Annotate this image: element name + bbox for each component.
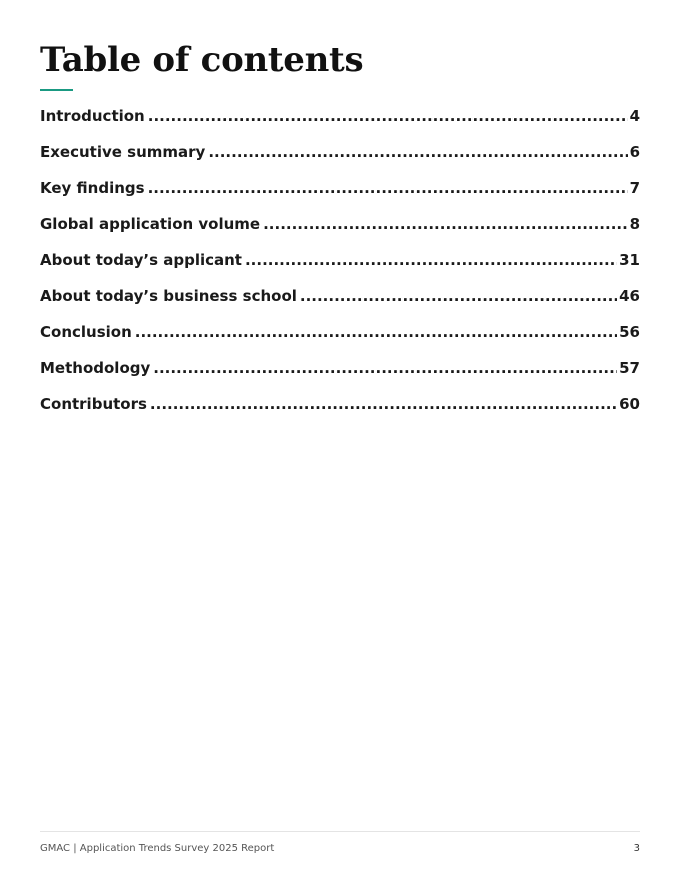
dot-leader [208, 142, 627, 162]
toc-entry-page: 31 [619, 251, 640, 269]
toc-entry-about-todays-applicant[interactable] [40, 250, 640, 286]
dot-leader [148, 178, 628, 198]
page-title: Table of contents [40, 40, 364, 80]
toc-entry-page: 57 [619, 359, 640, 377]
toc-entry-label: Key findings [40, 179, 145, 197]
toc-entry-page: 6 [629, 143, 640, 161]
toc-entry-conclusion[interactable] [40, 322, 640, 358]
toc-entry-page: 60 [619, 395, 640, 413]
dot-leader [300, 286, 617, 306]
toc-entry-page: 8 [629, 215, 640, 233]
toc-entry-label: Introduction [40, 107, 145, 125]
toc-entry-label: About today’s applicant [40, 251, 242, 269]
dot-leader [148, 106, 628, 126]
toc-entry-contributors[interactable] [40, 394, 640, 430]
dot-leader [150, 394, 617, 414]
toc-entry-introduction[interactable] [40, 106, 640, 142]
toc-entry-page: 46 [619, 287, 640, 305]
toc-entry-executive-summary[interactable] [40, 142, 640, 178]
toc-entry-label: Executive summary [40, 143, 206, 161]
toc-entry-label: Global application volume [40, 215, 261, 233]
dot-leader [135, 322, 617, 342]
toc-entry-key-findings[interactable] [40, 178, 640, 214]
toc-entry-methodology[interactable] [40, 358, 640, 394]
toc-entry-label: Contributors [40, 395, 147, 413]
toc-entry-page: 4 [629, 107, 640, 125]
toc-entry-about-todays-business-school[interactable] [40, 286, 640, 322]
toc-entry-page: 7 [629, 179, 640, 197]
dot-leader [263, 214, 627, 234]
toc-entry-global-application-volume[interactable] [40, 214, 640, 250]
title-underline [40, 89, 73, 91]
dot-leader [153, 358, 617, 378]
toc-entry-label: Conclusion [40, 323, 132, 341]
footer-report-title: GMAC | Application Trends Survey 2025 Report [40, 843, 275, 854]
table-of-contents [40, 106, 640, 430]
toc-entry-page: 56 [619, 323, 640, 341]
toc-entry-label: About today’s business school [40, 287, 297, 305]
toc-entry-label: Methodology [40, 359, 151, 377]
dot-leader [245, 250, 617, 270]
footer-divider [40, 831, 640, 832]
footer-page-number: 3 [633, 843, 640, 854]
